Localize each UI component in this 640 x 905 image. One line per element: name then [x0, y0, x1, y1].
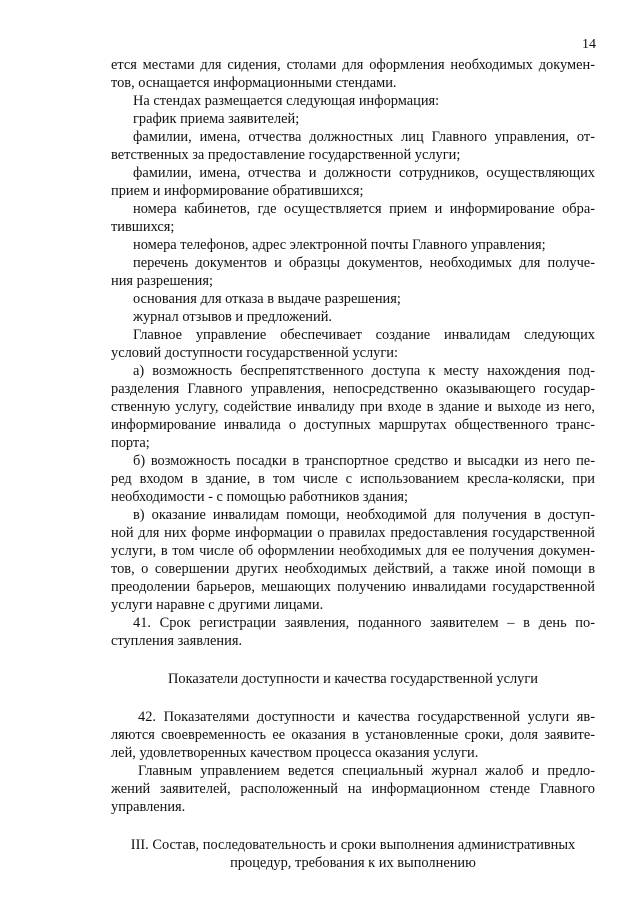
text-line: ной для них форме информации о правилах предоставления государственной: [111, 525, 595, 541]
text-line: ляются своевременность ее оказания в установленные сроки, доля заявите-: [111, 727, 595, 743]
text-line: основания для отказа в выдаче разрешения;: [133, 291, 401, 307]
text-line: условий доступности государственной услуги:: [111, 345, 398, 361]
text-line: в) оказание инвалидам помощи, необходимой для получения в доступ-: [133, 507, 595, 523]
text-line: фамилии, имена, отчества должностных лиц Главного управления, от-: [133, 129, 595, 145]
text-line: ственную услугу, содействие инвалиду при входе в здание и выходе из него,: [111, 399, 595, 415]
text-line: прием и информирование обратившихся;: [111, 183, 364, 199]
paragraph-block-2: [111, 708, 595, 816]
text-line: ветственных за предоставление государственной услуги;: [111, 147, 461, 163]
text-line: тов, о совершении других необходимых действий, а также иной помощи в: [111, 561, 595, 577]
text-line: номера кабинетов, где осуществляется прием и информирование обра-: [133, 201, 595, 217]
text-line: б) возможность посадки в транспортное средство и высадки из него пе-: [133, 453, 595, 469]
text-line: порта;: [111, 435, 150, 451]
text-line: а) возможность беспрепятственного доступа к месту нахождения под-: [133, 363, 595, 379]
section-heading: Показатели доступности и качества государственной услуги: [168, 671, 538, 687]
text-line: управления.: [111, 799, 186, 815]
text-line: перечень документов и образцы документов, необходимых для получе-: [133, 255, 595, 271]
text-line: ред входом в здание, в том числе с использованием кресла-коляски, при: [111, 471, 595, 487]
text-line: необходимости - с помощью работников здания;: [111, 489, 409, 505]
text-line: 41. Срок регистрации заявления, поданного заявителем – в день по-: [133, 615, 595, 631]
text-line: Главным управлением ведется специальный журнал жалоб и предло-: [138, 763, 595, 779]
text-line: лей, удовлетворенных качеством процесса оказания услуги.: [111, 745, 479, 761]
text-line: фамилии, имена, отчества и должности сотрудников, осуществляющих: [133, 165, 595, 181]
text-line: тившихся;: [111, 219, 175, 235]
document-body: [111, 56, 595, 872]
text-line: журнал отзывов и предложений.: [133, 309, 333, 325]
text-line: 42. Показателями доступности и качества государственной услуги яв-: [138, 709, 595, 725]
text-line: ступления заявления.: [111, 633, 243, 649]
paragraph-block-1: [111, 56, 595, 650]
text-line: преодолении барьеров, мешающих получению инвалидами государственной: [111, 579, 595, 595]
text-line: тов, оснащается информационными стендами.: [111, 75, 397, 91]
page-number: 14: [582, 37, 596, 52]
text-line: На стендах размещается следующая информация:: [133, 93, 440, 109]
text-line: ния разрешения;: [111, 273, 213, 289]
text-line: ется местами для сидения, столами для оформления необходимых докумен-: [111, 57, 595, 73]
text-line: номера телефонов, адрес электронной почты Главного управления;: [133, 237, 546, 253]
text-line: график приема заявителей;: [133, 111, 300, 127]
chapter-heading-line-1: III. Состав, последовательность и сроки выполнения административных: [130, 837, 576, 853]
text-line: Главное управление обеспечивает создание инвалидам следующих: [133, 327, 595, 343]
text-line: услуги наравне с другими лицами.: [111, 597, 324, 613]
chapter-heading-line-2: процедур, требования к их выполнению: [230, 855, 476, 871]
text-line: информирование инвалида о доступных маршрутах общественного транс-: [111, 417, 595, 433]
text-line: жений заявителей, расположенный на информационном стенде Главного: [111, 781, 595, 797]
text-line: разделения Главного управления, непосредственно оказывающего государ-: [111, 381, 595, 397]
text-line: услуги, в том числе об оформлении необходимых для ее получения докумен-: [111, 543, 595, 559]
